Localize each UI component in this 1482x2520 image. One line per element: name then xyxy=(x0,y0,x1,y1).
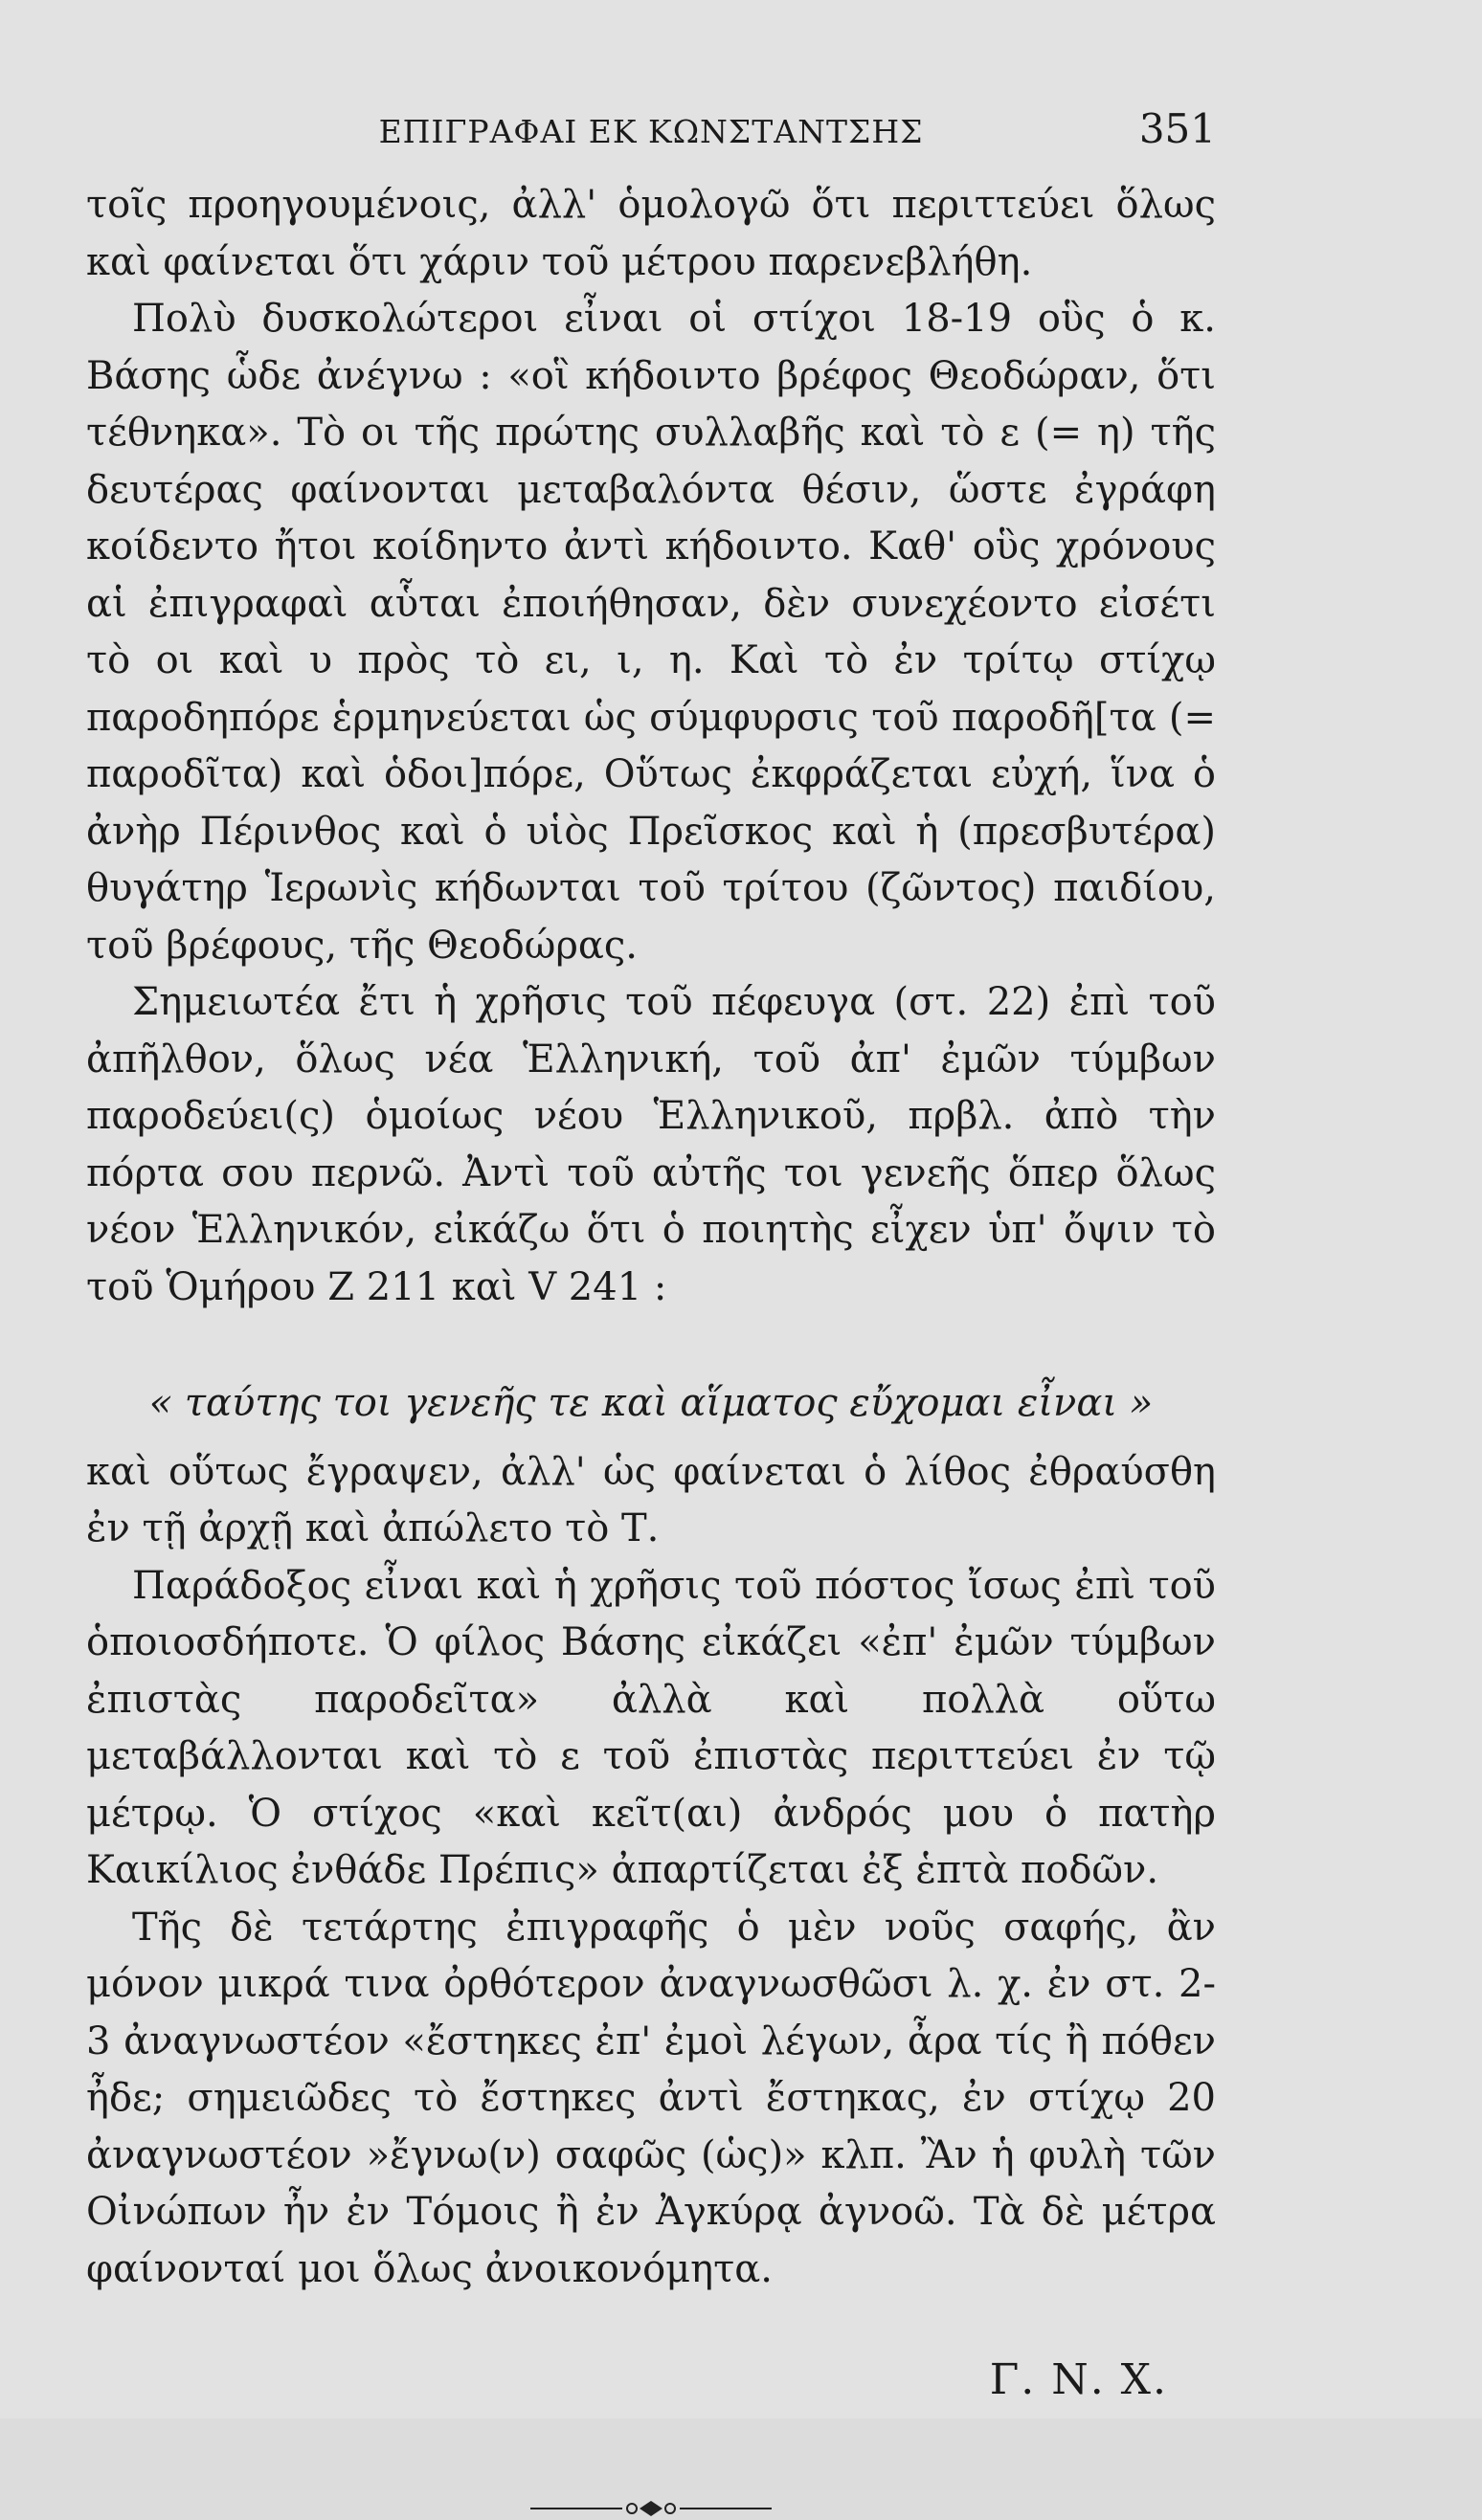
paragraph-verses-18-19: Πολὺ δυσκολώτεροι εἶναι οἱ στίχοι 18-19 οὓς ὁ κ. Βάσης ὧδε ἀνέγνω : «οἳ κήδοιντο βρέφος Θεοδώραν, ὅτι τέθνηκα». Τὸ οι τῆς πρώτης συλλαβῆς καὶ τὸ ε (= η) τῆς δευτέρας φαίνονται μεταβαλόντα θέσιν, ὥστε ἐγράφη κοίδεντο ἤτοι κοίδηντο ἀντὶ κήδοιντο. Καθ' οὓς χρόνους αἱ ἐπιγραφαὶ αὗται ἐποιήθησαν, δὲν συνεχέοντο εἰσέτι τὸ οι καὶ υ πρὸς τὸ ει, ι, η. Καὶ τὸ ἐν τρίτῳ στίχῳ παροδηπόρε ἑρμηνεύεται ὡς σύμφυρσις τοῦ παροδῆ[τα (= παροδῖτα) καὶ ὁδοι]πόρε, Οὕτως ἐκφράζεται εὐχή, ἵνα ὁ ἀνὴρ Πέρινθος καὶ ὁ υἱὸς Πρεῖσκος καὶ ἡ (πρεσβυτέρα) θυγάτηρ Ἱερωνὶς κήδωνται τοῦ τρίτου (ζῶντος) παιδίου, τοῦ βρέφους, τῆς Θεοδώρας. xyxy=(86,297,1216,968)
paragraph-after-quote: καὶ οὕτως ἔγραψεν, ἀλλ' ὡς φαίνεται ὁ λίθος ἐθραύσθη ἐν τῇ ἀρχῇ καὶ ἀπώλετο τὸ Τ. xyxy=(86,1449,1216,1550)
page-body xyxy=(86,177,1216,2520)
paragraph-postos: Παράδοξος εἶναι καὶ ἡ χρῆσις τοῦ πόστος ἴσως ἐπὶ τοῦ ὁποιοσδήποτε. Ὁ φίλος Βάσης εἰκάζει «ἐπ' ἐμῶν τύμβων ἐπιστὰς παροδεῖτα» ἀλλὰ καὶ πολλὰ οὕτω μεταβάλλονται καὶ τὸ ε τοῦ ἐπιστὰς περιττεύει ἐν τῷ μέτρῳ. Ὁ στίχος «καὶ κεῖτ(αι) ἀνδρός μου ὁ πατὴρ Καικίλιος ἐνθάδε Πρέπις» ἀπαρτίζεται ἐξ ἑπτὰ ποδῶν. xyxy=(86,1563,1216,1892)
ornament-divider-icon xyxy=(86,2497,1216,2520)
paragraph-fourth-inscription: Τῆς δὲ τετάρτης ἐπιγραφῆς ὁ μὲν νοῦς σαφής, ἂν μόνον μικρά τινα ὀρθότερον ἀναγνωσθῶσι λ. χ. ἐν στ. 2-3 ἀναγνωστέον «ἔστηκες ἐπ' ἐμοὶ λέγων, ἆρα τίς ἢ πόθεν ἦδε; σημειῶδες τὸ ἔστηκες ἀντὶ ἔστηκας, ἐν στίχῳ 20 ἀναγνωστέον »ἔγνω(ν) σαφῶς (ὡς)» κλπ. Ἂν ἡ φυλὴ τῶν Οἰνώπων ἦν ἐν Τόμοις ἢ ἐν Ἀγκύρᾳ ἀγνοῶ. Τὰ δὲ μέτρα φαίνονταί μοι ὅλως ἀνοικονόμητα. xyxy=(86,1905,1216,2291)
homer-quote: « ταύτης τοι γενεῆς τε καὶ αἵματος εὔχομαι εἶναι » xyxy=(148,1381,1154,1425)
paragraph-pepheuga: Σημειωτέα ἔτι ἡ χρῆσις τοῦ πέφευγα (στ. 22) ἐπὶ τοῦ ἀπῆλθον, ὅλως νέα Ἑλληνική, τοῦ ἀπ' ἐμῶν τύμβων παροδεύει(ς) ὁμοίως νέου Ἑλληνικοῦ, πρβλ. ἀπὸ τὴν πόρτα σου περνῶ. Ἀντὶ τοῦ αὐτῆς τοι γενεῆς ὅπερ ὅλως νέον Ἑλληνικόν, εἰκάζω ὅτι ὁ ποιητὴς εἶχεν ὑπ' ὄψιν τὸ τοῦ Ὁμήρου Ζ 211 καὶ V 241 : xyxy=(86,980,1216,1309)
author-signature: Γ. Ν. Χ. xyxy=(989,2355,1168,2404)
page-header xyxy=(86,105,1216,163)
paragraph-continuation: τοῖς προηγουμένοις, ἀλλ' ὁμολογῶ ὅτι περιττεύει ὅλως καὶ φαίνεται ὅτι χάριν τοῦ μέτρου παρενεβλήθη. xyxy=(86,183,1216,284)
running-title: ΕΠΙΓΡΑΦΑΙ ΕΚ ΚΩΝΣΤΑΝΤΣΗΣ xyxy=(378,113,924,150)
page-number: 351 xyxy=(1138,105,1216,152)
